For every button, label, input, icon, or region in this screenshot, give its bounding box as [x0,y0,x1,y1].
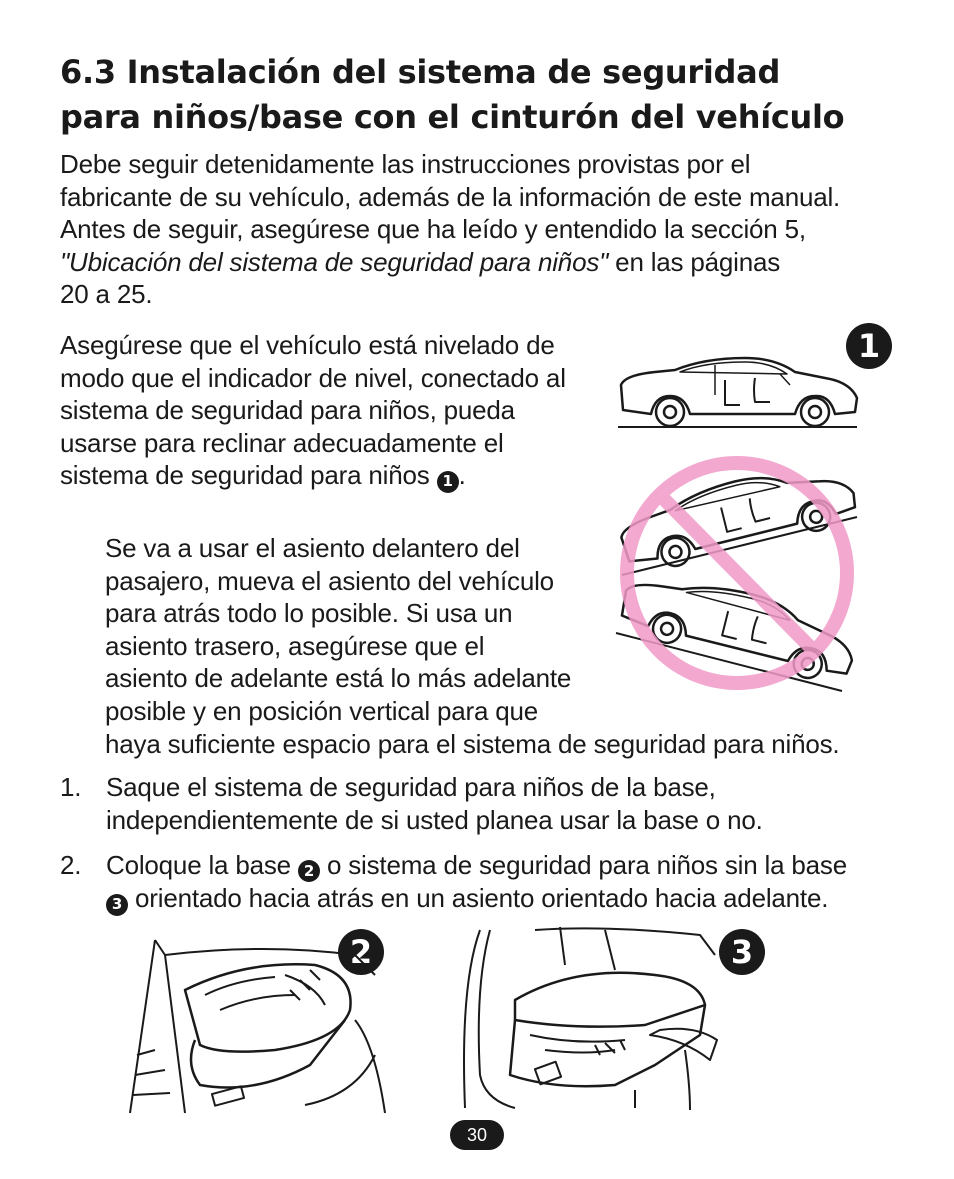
intro-line: 20 a 25. [60,279,153,310]
step-2: 2. Coloque la base 2 o sistema de seguridad para niños sin la base 3 orientado hacia atrás en un asiento orientado hacia adelante. [60,849,847,916]
level-car-illustration [615,350,865,440]
figure-1-badge: 1 [846,323,892,369]
figure-ref-badge: 3 [106,894,128,916]
step-text: independientemente de si usted planea usar la base o no. [106,804,763,835]
figure-2-badge: 2 [338,929,384,975]
carrier-without-base-illustration [455,925,730,1110]
figure-ref-badge: 2 [298,860,320,882]
seat-line: asiento trasero, asegúrese que el [105,630,485,661]
seat-line: haya suficiente espacio para el sistema de seguridad para niños. [105,728,840,759]
seat-line: posible y en posición vertical para que [105,695,539,726]
level-line: Asegúrese que el vehículo está nivelado de [60,330,555,360]
step-1 [60,771,763,836]
section-heading [60,50,920,140]
intro-line: Debe seguir detenidamente las instrucciones provistas por el [60,149,751,179]
figure-ref-badge: 1 [437,471,459,493]
seat-line: para atrás todo lo posible. Si usa un [105,598,513,629]
section-reference: "Ubicación del sistema de seguridad para niños" [60,246,609,277]
seat-line: Se va a usar el asiento delantero del [105,533,520,563]
level-paragraph [60,329,566,493]
section-title-line2: para niños/base con el cinturón del vehículo [60,98,845,136]
intro-line: Antes de seguir, asegúrese que ha leído y entendido la sección 5, [60,214,806,245]
figure-3-badge: 3 [719,929,765,975]
level-line: usarse para reclinar adecuadamente el [60,427,504,458]
intro-line: fabricante de su vehículo, además de la información de este manual. [60,181,841,212]
step-number: 2. [60,850,82,880]
base-on-seat-illustration [125,935,395,1115]
sloped-cars-prohibited-illustration [612,455,862,695]
intro-paragraph [60,148,840,311]
step-text: Saque el sistema de seguridad para niños de la base, [106,772,716,802]
level-line: modo que el indicador de nivel, conectado al [60,362,566,393]
seat-line: pasajero, mueva el asiento del vehículo [105,565,554,596]
seat-line: asiento de adelante está lo más adelante [105,663,572,694]
step-number: 1. [60,772,82,802]
intro-line: "Ubicación del sistema de seguridad para niños" en las páginas [60,246,781,277]
page-number: 30 [450,1120,504,1150]
section-title-line1: 6.3 Instalación del sistema de seguridad [60,53,781,91]
level-line: sistema de seguridad para niños 1 . [60,459,566,492]
level-line: sistema de seguridad para niños, pueda [60,395,515,426]
